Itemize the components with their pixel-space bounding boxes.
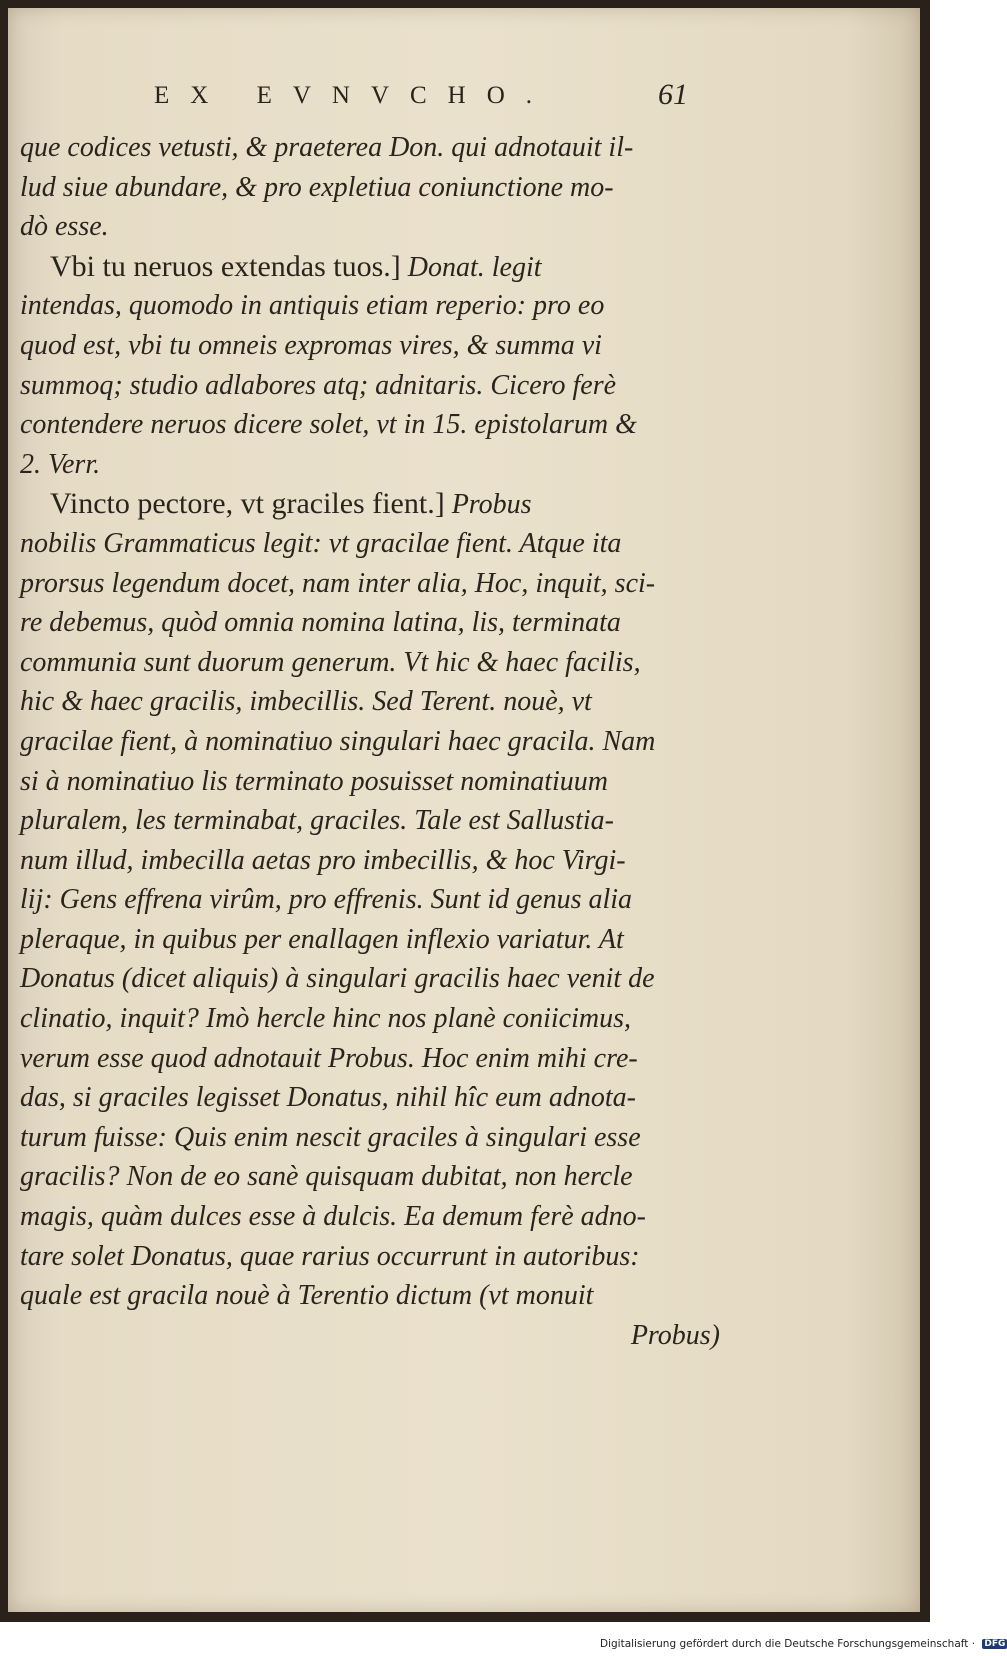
text-line: tare solet Donatus, quae rarius occurrunt in autoribus:	[20, 1240, 640, 1272]
text-line: hic & haec gracilis, imbecillis. Sed Terent. nouè, vt	[20, 686, 592, 718]
text-line: pluralem, les terminabat, graciles. Tale est Sallustia-	[20, 805, 614, 837]
running-head	[8, 80, 920, 120]
text-line: communia sunt duorum generum. Vt hic & haec facilis,	[20, 646, 641, 678]
text-line: intendas, quomodo in antiquis etiam reperio: pro eo	[20, 290, 605, 322]
text-line: nobilis Grammaticus legit: vt gracilae fient. Atque ita	[20, 527, 622, 559]
text-line: magis, quàm dulces esse à dulcis. Ea demum ferè adno-	[20, 1201, 647, 1233]
dfg-logo: DFG	[984, 1639, 1006, 1649]
text-line: gracilae fient, à nominatiuo singulari haec gracila. Nam	[20, 725, 656, 757]
entry-commentary: Probus	[451, 489, 532, 521]
footer-text: Digitalisierung gefördert durch die Deutsche Forschungsgemeinschaft ·	[600, 1638, 976, 1650]
text-line: dò esse.	[20, 211, 109, 243]
text-line: verum esse quod adnotauit Probus. Hoc enim mihi cre-	[20, 1042, 638, 1074]
lemma: Vbi tu neruos extendas tuos.]	[50, 249, 401, 283]
footer-credit	[600, 1638, 1007, 1652]
text-line: turum fuisse: Quis enim nescit graciles à singulari esse	[20, 1121, 641, 1153]
text-block	[20, 128, 720, 1355]
text-line: summoq; studio adlabores atq; adnitaris. Cicero ferè	[20, 369, 617, 401]
text-line: gracilis? Non de eo sanè quisquam dubitat, non hercle	[20, 1161, 633, 1193]
text-line: pleraque, in quibus per enallagen inflexio variatur. At	[20, 923, 624, 955]
catchword: Probus)	[630, 1319, 720, 1351]
text-line: das, si graciles legisset Donatus, nihil hîc eum adnota-	[20, 1082, 636, 1114]
page-number: 61	[658, 78, 688, 111]
text-line: 2. Verr.	[20, 448, 101, 480]
text-line: si à nominatiuo lis terminato posuisset nominatiuum	[20, 765, 609, 797]
text-line: num illud, imbecilla aetas pro imbecillis, & hoc Virgi-	[20, 844, 626, 876]
text-line: lij: Gens effrena virûm, pro effrenis. Sunt id genus alia	[20, 884, 633, 916]
text-line: Donatus (dicet aliquis) à singulari gracilis haec venit de	[20, 963, 655, 995]
entry-heading-line	[20, 484, 720, 524]
text-line: prorsus legendum docet, nam inter alia, Hoc, inquit, sci-	[20, 567, 656, 599]
text-line: quod est, vbi tu omneis expromas vires, & summa vi	[20, 329, 602, 361]
text-line: re debemus, quòd omnia nomina latina, lis, terminata	[20, 607, 621, 639]
entry-commentary: Donat. legit	[407, 251, 542, 283]
lemma: Vincto pectore, vt graciles fient.]	[50, 487, 445, 521]
running-title: EX EVNVCHO.	[154, 82, 554, 109]
text-line: quale est gracila nouè à Terentio dictum (vt monuit	[20, 1280, 594, 1312]
text-line: que codices vetusti, & praeterea Don. qui adnotauit il-	[20, 132, 634, 163]
entry-heading-line	[20, 247, 720, 287]
text-line: contendere neruos dicere solet, vt in 15. epistolarum &	[20, 409, 637, 441]
text-line: clinatio, inquit? Imò hercle hinc nos planè coniicimus,	[20, 1003, 631, 1035]
book-page	[8, 8, 920, 1612]
text-line: lud siue abundare, & pro expletiua coniunctione mo-	[20, 171, 614, 203]
